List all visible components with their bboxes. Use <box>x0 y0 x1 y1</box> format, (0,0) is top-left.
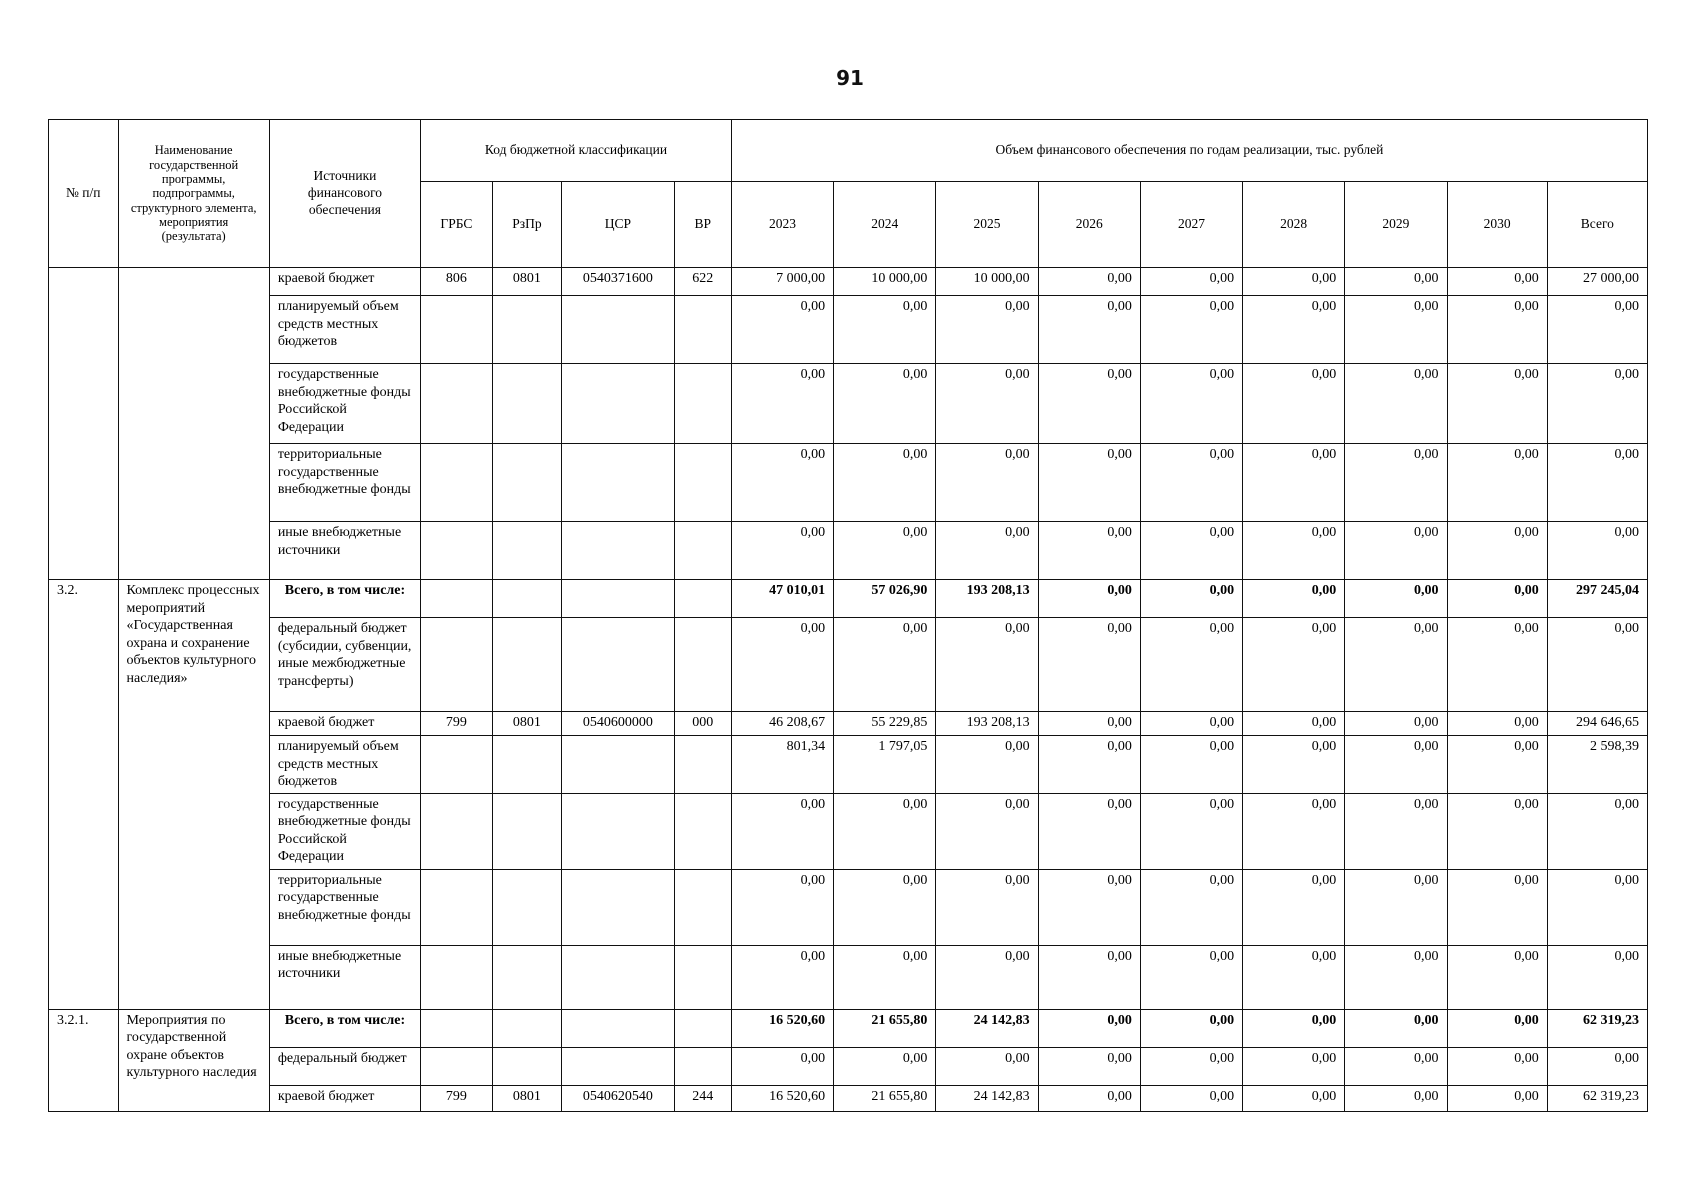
value-2025: 0,00 <box>936 1047 1038 1085</box>
value-2025: 0,00 <box>936 618 1038 712</box>
value-2027: 0,00 <box>1140 296 1242 364</box>
value-2027: 0,00 <box>1140 869 1242 945</box>
value-2030: 0,00 <box>1447 1009 1547 1047</box>
value-2029: 0,00 <box>1345 945 1447 1009</box>
value-2026: 0,00 <box>1038 1047 1140 1085</box>
value-2025: 0,00 <box>936 364 1038 444</box>
grbs-cell <box>421 1047 493 1085</box>
value-2024: 0,00 <box>834 618 936 712</box>
grbs-cell: 799 <box>421 712 493 736</box>
table-row <box>49 793 1648 869</box>
value-total: 294 646,65 <box>1547 712 1647 736</box>
value-total: 0,00 <box>1547 364 1647 444</box>
source-cell: краевой бюджет <box>269 1085 420 1111</box>
grbs-cell <box>421 522 493 580</box>
vr-cell <box>674 869 731 945</box>
value-2026: 0,00 <box>1038 1085 1140 1111</box>
value-2024: 0,00 <box>834 945 936 1009</box>
row-name-cell: Мероприятия по государственной охране объектов культурного наследия <box>118 1009 269 1111</box>
value-2023: 801,34 <box>731 736 833 794</box>
value-2029: 0,00 <box>1345 522 1447 580</box>
value-2025: 193 208,13 <box>936 712 1038 736</box>
rzpr-cell <box>492 945 562 1009</box>
header-year-2025: 2025 <box>936 182 1038 268</box>
value-2029: 0,00 <box>1345 618 1447 712</box>
value-2030: 0,00 <box>1447 712 1547 736</box>
value-2028: 0,00 <box>1243 1085 1345 1111</box>
page-number: 91 <box>836 66 864 90</box>
table-row <box>49 580 1648 618</box>
csr-cell <box>562 793 674 869</box>
value-2027: 0,00 <box>1140 1085 1242 1111</box>
rzpr-cell <box>492 1009 562 1047</box>
value-2027: 0,00 <box>1140 580 1242 618</box>
table-row <box>49 736 1648 794</box>
value-2027: 0,00 <box>1140 1047 1242 1085</box>
value-2029: 0,00 <box>1345 580 1447 618</box>
row-name-cell: Комплекс процессных мероприятий «Государственная охрана и сохранение объектов культурного наследия» <box>118 580 269 1010</box>
header-rzpr: РзПр <box>492 182 562 268</box>
rzpr-cell <box>492 618 562 712</box>
vr-cell <box>674 793 731 869</box>
vr-cell <box>674 296 731 364</box>
value-2024: 21 655,80 <box>834 1085 936 1111</box>
value-2023: 0,00 <box>731 522 833 580</box>
value-2024: 0,00 <box>834 296 936 364</box>
vr-cell <box>674 364 731 444</box>
value-2028: 0,00 <box>1243 618 1345 712</box>
header-year-2027: 2027 <box>1140 182 1242 268</box>
value-2028: 0,00 <box>1243 522 1345 580</box>
value-total: 0,00 <box>1547 793 1647 869</box>
csr-cell <box>562 580 674 618</box>
value-2030: 0,00 <box>1447 580 1547 618</box>
value-2030: 0,00 <box>1447 364 1547 444</box>
vr-cell <box>674 580 731 618</box>
grbs-cell <box>421 618 493 712</box>
value-2030: 0,00 <box>1447 869 1547 945</box>
vr-cell <box>674 736 731 794</box>
header-year-2029: 2029 <box>1345 182 1447 268</box>
value-2030: 0,00 <box>1447 618 1547 712</box>
value-2030: 0,00 <box>1447 444 1547 522</box>
value-2027: 0,00 <box>1140 522 1242 580</box>
value-2023: 16 520,60 <box>731 1009 833 1047</box>
value-2030: 0,00 <box>1447 268 1547 296</box>
row-num-cell: 3.2.1. <box>49 1009 119 1111</box>
value-2029: 0,00 <box>1345 1009 1447 1047</box>
value-2024: 0,00 <box>834 869 936 945</box>
value-2025: 0,00 <box>936 793 1038 869</box>
value-2025: 193 208,13 <box>936 580 1038 618</box>
source-cell: иные внебюджетные источники <box>269 522 420 580</box>
csr-cell: 0540620540 <box>562 1085 674 1111</box>
value-2028: 0,00 <box>1243 1047 1345 1085</box>
vr-cell <box>674 1047 731 1085</box>
grbs-cell: 806 <box>421 268 493 296</box>
source-cell: территориальные государственные внебюджетные фонды <box>269 869 420 945</box>
vr-cell: 622 <box>674 268 731 296</box>
value-2026: 0,00 <box>1038 580 1140 618</box>
csr-cell <box>562 444 674 522</box>
value-2028: 0,00 <box>1243 736 1345 794</box>
csr-cell: 0540600000 <box>562 712 674 736</box>
csr-cell <box>562 736 674 794</box>
header-vr: ВР <box>674 182 731 268</box>
header-year-2023: 2023 <box>731 182 833 268</box>
table-row <box>49 522 1648 580</box>
value-total: 0,00 <box>1547 1047 1647 1085</box>
value-2023: 7 000,00 <box>731 268 833 296</box>
value-2030: 0,00 <box>1447 296 1547 364</box>
value-2024: 57 026,90 <box>834 580 936 618</box>
vr-cell <box>674 945 731 1009</box>
header-year-2024: 2024 <box>834 182 936 268</box>
source-cell: Всего, в том числе: <box>269 1009 420 1047</box>
source-cell: краевой бюджет <box>269 268 420 296</box>
value-2027: 0,00 <box>1140 444 1242 522</box>
rzpr-cell <box>492 869 562 945</box>
source-cell: планируемый объем средств местных бюджетов <box>269 736 420 794</box>
grbs-cell <box>421 869 493 945</box>
header-year-2030: 2030 <box>1447 182 1547 268</box>
grbs-cell <box>421 444 493 522</box>
rzpr-cell: 0801 <box>492 1085 562 1111</box>
value-total: 27 000,00 <box>1547 268 1647 296</box>
value-2025: 24 142,83 <box>936 1009 1038 1047</box>
header-csr: ЦСР <box>562 182 674 268</box>
value-total: 0,00 <box>1547 296 1647 364</box>
rzpr-cell <box>492 793 562 869</box>
value-2023: 0,00 <box>731 1047 833 1085</box>
value-2030: 0,00 <box>1447 793 1547 869</box>
value-2026: 0,00 <box>1038 364 1140 444</box>
value-2030: 0,00 <box>1447 522 1547 580</box>
table-row <box>49 364 1648 444</box>
value-2024: 0,00 <box>834 793 936 869</box>
table-row <box>49 1085 1648 1111</box>
value-2028: 0,00 <box>1243 793 1345 869</box>
grbs-cell <box>421 296 493 364</box>
value-2024: 21 655,80 <box>834 1009 936 1047</box>
rzpr-cell <box>492 580 562 618</box>
value-2028: 0,00 <box>1243 869 1345 945</box>
value-2027: 0,00 <box>1140 712 1242 736</box>
vr-cell <box>674 1009 731 1047</box>
grbs-cell: 799 <box>421 1085 493 1111</box>
table-row <box>49 444 1648 522</box>
source-cell: территориальные государственные внебюджетные фонды <box>269 444 420 522</box>
source-cell: государственные внебюджетные фонды Российской Федерации <box>269 364 420 444</box>
value-2023: 0,00 <box>731 296 833 364</box>
value-2026: 0,00 <box>1038 522 1140 580</box>
value-total: 62 319,23 <box>1547 1009 1647 1047</box>
table-row <box>49 296 1648 364</box>
source-cell: иные внебюджетные источники <box>269 945 420 1009</box>
csr-cell <box>562 364 674 444</box>
value-2028: 0,00 <box>1243 296 1345 364</box>
value-2025: 0,00 <box>936 444 1038 522</box>
rzpr-cell <box>492 296 562 364</box>
value-total: 0,00 <box>1547 945 1647 1009</box>
source-cell: краевой бюджет <box>269 712 420 736</box>
row-name-cell <box>118 268 269 580</box>
table-row <box>49 1009 1648 1047</box>
source-cell: федеральный бюджет (субсидии, субвенции, иные межбюджетные трансферты) <box>269 618 420 712</box>
value-2026: 0,00 <box>1038 444 1140 522</box>
value-2030: 0,00 <box>1447 1047 1547 1085</box>
grbs-cell <box>421 364 493 444</box>
value-total: 297 245,04 <box>1547 580 1647 618</box>
value-2023: 16 520,60 <box>731 1085 833 1111</box>
csr-cell <box>562 869 674 945</box>
source-cell: планируемый объем средств местных бюджетов <box>269 296 420 364</box>
value-2024: 0,00 <box>834 444 936 522</box>
value-2026: 0,00 <box>1038 945 1140 1009</box>
value-2024: 0,00 <box>834 1047 936 1085</box>
value-2027: 0,00 <box>1140 1009 1242 1047</box>
csr-cell <box>562 296 674 364</box>
value-2024: 55 229,85 <box>834 712 936 736</box>
value-2024: 1 797,05 <box>834 736 936 794</box>
source-cell: федеральный бюджет <box>269 1047 420 1085</box>
row-num-cell: 3.2. <box>49 580 119 1010</box>
value-2027: 0,00 <box>1140 736 1242 794</box>
value-2025: 0,00 <box>936 736 1038 794</box>
header-code-group: Код бюджетной классификации <box>421 120 732 182</box>
table-row <box>49 618 1648 712</box>
value-2030: 0,00 <box>1447 945 1547 1009</box>
value-2027: 0,00 <box>1140 618 1242 712</box>
value-2029: 0,00 <box>1345 712 1447 736</box>
header-year-2026: 2026 <box>1038 182 1140 268</box>
value-2025: 0,00 <box>936 869 1038 945</box>
value-2029: 0,00 <box>1345 444 1447 522</box>
header-year-2028: 2028 <box>1243 182 1345 268</box>
value-2025: 10 000,00 <box>936 268 1038 296</box>
value-2023: 0,00 <box>731 618 833 712</box>
value-2029: 0,00 <box>1345 1085 1447 1111</box>
csr-cell: 0540371600 <box>562 268 674 296</box>
rzpr-cell <box>492 444 562 522</box>
value-2029: 0,00 <box>1345 364 1447 444</box>
value-2028: 0,00 <box>1243 945 1345 1009</box>
rzpr-cell <box>492 1047 562 1085</box>
rzpr-cell <box>492 736 562 794</box>
value-total: 62 319,23 <box>1547 1085 1647 1111</box>
value-2030: 0,00 <box>1447 736 1547 794</box>
value-2026: 0,00 <box>1038 268 1140 296</box>
grbs-cell <box>421 736 493 794</box>
vr-cell <box>674 618 731 712</box>
csr-cell <box>562 522 674 580</box>
grbs-cell <box>421 1009 493 1047</box>
table-row <box>49 712 1648 736</box>
grbs-cell <box>421 945 493 1009</box>
value-2030: 0,00 <box>1447 1085 1547 1111</box>
csr-cell <box>562 1009 674 1047</box>
header-num: № п/п <box>49 120 119 268</box>
vr-cell <box>674 444 731 522</box>
value-2029: 0,00 <box>1345 736 1447 794</box>
value-2029: 0,00 <box>1345 869 1447 945</box>
grbs-cell <box>421 580 493 618</box>
value-2026: 0,00 <box>1038 296 1140 364</box>
value-2023: 0,00 <box>731 945 833 1009</box>
value-2026: 0,00 <box>1038 869 1140 945</box>
value-2026: 0,00 <box>1038 793 1140 869</box>
value-2028: 0,00 <box>1243 444 1345 522</box>
value-2029: 0,00 <box>1345 1047 1447 1085</box>
table-row <box>49 945 1648 1009</box>
header-grbs: ГРБС <box>421 182 493 268</box>
value-2028: 0,00 <box>1243 268 1345 296</box>
vr-cell <box>674 522 731 580</box>
rzpr-cell: 0801 <box>492 712 562 736</box>
header-name: Наименование государственной программы, подпрограммы, структурного элемента, мероприятия (результата) <box>118 120 269 268</box>
rzpr-cell: 0801 <box>492 268 562 296</box>
value-2025: 0,00 <box>936 296 1038 364</box>
value-2027: 0,00 <box>1140 268 1242 296</box>
csr-cell <box>562 945 674 1009</box>
header-volume-group: Объем финансового обеспечения по годам реализации, тыс. рублей <box>731 120 1647 182</box>
grbs-cell <box>421 793 493 869</box>
vr-cell: 244 <box>674 1085 731 1111</box>
value-total: 2 598,39 <box>1547 736 1647 794</box>
value-2023: 0,00 <box>731 444 833 522</box>
rzpr-cell <box>492 364 562 444</box>
value-2025: 0,00 <box>936 945 1038 1009</box>
value-2026: 0,00 <box>1038 1009 1140 1047</box>
source-cell: государственные внебюджетные фонды Российской Федерации <box>269 793 420 869</box>
value-2023: 46 208,67 <box>731 712 833 736</box>
value-2023: 0,00 <box>731 869 833 945</box>
value-2027: 0,00 <box>1140 793 1242 869</box>
value-2028: 0,00 <box>1243 364 1345 444</box>
value-2027: 0,00 <box>1140 364 1242 444</box>
source-cell: Всего, в том числе: <box>269 580 420 618</box>
value-2024: 0,00 <box>834 522 936 580</box>
table-row <box>49 1047 1648 1085</box>
value-2026: 0,00 <box>1038 712 1140 736</box>
value-2023: 0,00 <box>731 793 833 869</box>
value-2028: 0,00 <box>1243 712 1345 736</box>
value-2023: 47 010,01 <box>731 580 833 618</box>
row-num-cell <box>49 268 119 580</box>
value-2023: 0,00 <box>731 364 833 444</box>
table-row <box>49 869 1648 945</box>
value-2028: 0,00 <box>1243 580 1345 618</box>
value-2025: 24 142,83 <box>936 1085 1038 1111</box>
table-header <box>49 120 1648 268</box>
value-2024: 0,00 <box>834 364 936 444</box>
value-2029: 0,00 <box>1345 296 1447 364</box>
value-2028: 0,00 <box>1243 1009 1345 1047</box>
value-total: 0,00 <box>1547 869 1647 945</box>
value-2025: 0,00 <box>936 522 1038 580</box>
value-total: 0,00 <box>1547 444 1647 522</box>
table-row <box>49 268 1648 296</box>
value-2026: 0,00 <box>1038 736 1140 794</box>
value-2029: 0,00 <box>1345 793 1447 869</box>
value-2024: 10 000,00 <box>834 268 936 296</box>
value-2029: 0,00 <box>1345 268 1447 296</box>
value-total: 0,00 <box>1547 522 1647 580</box>
vr-cell: 000 <box>674 712 731 736</box>
rzpr-cell <box>492 522 562 580</box>
value-2026: 0,00 <box>1038 618 1140 712</box>
csr-cell <box>562 618 674 712</box>
value-2027: 0,00 <box>1140 945 1242 1009</box>
budget-table <box>48 119 1648 1112</box>
csr-cell <box>562 1047 674 1085</box>
value-total: 0,00 <box>1547 618 1647 712</box>
header-total: Всего <box>1547 182 1647 268</box>
header-source: Источники финансового обеспечения <box>269 120 420 268</box>
